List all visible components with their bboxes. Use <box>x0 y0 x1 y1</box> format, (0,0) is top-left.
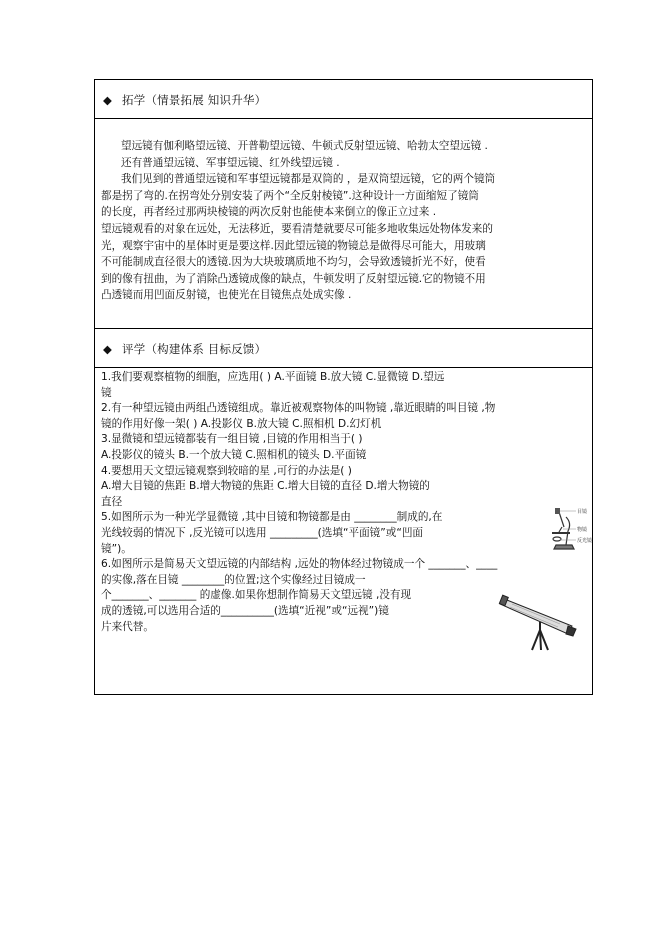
question-line: 1.我们要观察植物的细胞，应选用( ) A.平面镜 B.放大镜 C.显微镜 D.望远 <box>101 371 445 383</box>
diamond-icon: ◆ <box>103 93 113 107</box>
question-line: 6.如图所示是简易天文望远镜的内部结构 ,远处的物体经过物镜成一个 _______、____ <box>101 558 498 571</box>
passage-line: 光，观察宇宙中的星体时更是要这样.因此望远镜的物镜总是做得尽可能大，用玻璃 <box>101 239 486 252</box>
passage-line: 到的像有扭曲，为了消除凸透镜成像的缺点，牛顿发明了反射望远镜.它的物镜不用 <box>101 272 486 285</box>
question-line: 的实像,落在目镜 ________的位置;这个实像经过目镜成一 <box>101 573 366 586</box>
objective-label: 物镜 <box>577 527 588 533</box>
question-line: 光线较弱的情况下 ,反光镜可以选用 _________(选填“平面镜”或“凹面 <box>101 526 424 539</box>
question-line: 成的透镜,可以选用合适的__________(选填“近视”或“远视”)镜 <box>101 604 389 617</box>
row-divider <box>95 328 592 329</box>
question-line: 5.如图所示为一种光学显微镜 ,其中目镜和物镜都是由 ________制成的,在 <box>101 511 443 524</box>
question-line: A.增大目镜的焦距 B.增大物镜的焦距 C.增大目镜的直径 D.增大物镜的 <box>101 480 430 493</box>
passage-line: 凸透镜而用凹面反射镜，也使光在目镜焦点处成实像 . <box>101 289 352 302</box>
section2-title: 评学（构建体系 目标反馈） <box>122 342 267 356</box>
question-line: 4.要想用天文望远镜观察到较暗的星 ,可行的办法是( ) <box>101 464 352 477</box>
passage-line: 都是拐了弯的.在拐弯处分别安装了两个“全反射棱镜”.这种设计一方面缩短了镜筒 <box>101 189 479 202</box>
section1-heading <box>103 92 266 108</box>
section1-title: 拓学（情景拓展 知识升华） <box>122 93 267 107</box>
question-line: A.投影仪的镜头 B.一个放大镜 C.照相机的镜头 D.平面镜 <box>101 448 367 461</box>
section1-passage <box>101 138 587 304</box>
row-divider <box>95 118 592 119</box>
passage-line: 的长度，再者经过那两块棱镜的两次反射也能使本来倒立的像正立过来 . <box>101 206 437 219</box>
question-line: 2.有一种望远镜由两组凸透镜组成。靠近被观察物体的叫物镜 ,靠近眼睛的叫目镜 ,物 <box>101 402 496 415</box>
passage-line: 不可能制成直径很大的透镜.因为大块玻璃质地不均匀，会导致透镜折光不好，使看 <box>101 256 486 269</box>
question-line: 镜 <box>101 386 112 399</box>
diamond-icon: ◆ <box>103 342 113 356</box>
telescope-figure <box>498 592 586 652</box>
question-line: 3.显微镜和望远镜都装有一组目镜 ,目镜的作用相当于( ) <box>101 433 363 446</box>
passage-line: 我们见到的普通望远镜和军事望远镜都是双筒的 ，是双筒望远镜，它的两个镜筒 <box>121 173 496 186</box>
question-line: 镜”)。 <box>101 542 132 555</box>
question-line: 直径 <box>101 495 123 508</box>
row-divider <box>95 367 592 368</box>
passage-line: 望远镜观看的对象在远处，无法移近，要看清楚就要尽可能多地收集远处物体发来的 <box>101 222 493 235</box>
question-line: 个_______、_______ 的虚像.如果你想制作简易天文望远镜 ,没有现 <box>101 589 412 602</box>
section2-heading <box>103 341 266 357</box>
passage-line: 还有普通望远镜、军事望远镜、红外线望远镜 . <box>121 156 340 169</box>
mirror-label: 反光镜 <box>577 538 592 544</box>
question-line: 片来代替。 <box>101 620 154 633</box>
eyepiece-label: 目镜 <box>577 509 588 515</box>
microscope-figure <box>546 505 592 555</box>
question-line: 镜的作用好像一架( ) A.投影仪 B.放大镜 C.照相机 D.幻灯机 <box>101 417 382 430</box>
passage-line: 望远镜有伽利略望远镜、开普勒望远镜、牛顿式反射望远镜、哈勃太空望远镜 . <box>121 140 488 152</box>
